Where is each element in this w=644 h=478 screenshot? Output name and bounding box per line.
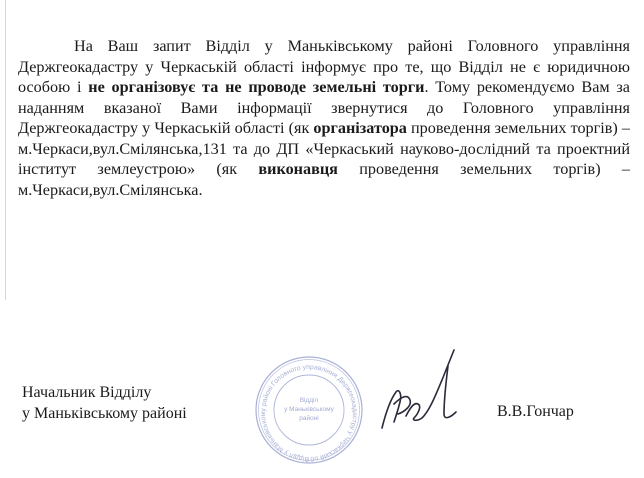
stamp-center-line2: у Маньківському [284,406,334,413]
letter-text: На Ваш запит Відділ у Маньківському районі Головного управління Держгеокадастру у Черкаській області інформує про те, що Відділ не є юридичною особою і [18,37,630,96]
signer-position-line2: у Маньківському районі [22,405,187,422]
stamp-center-line1: Відділ [299,397,319,404]
margin-line [5,0,6,300]
stamp-ring-text: Відділ у Маньківському районі Головного управління Держгеокадастру у Черкаській об [259,363,359,463]
letter-emphasis: не організовує та не проводе земельні торги [88,78,425,96]
signer-name: В.В.Гончар [497,403,574,420]
letter-paragraph [18,36,630,200]
letter-text: . Тому рекомендуємо Вам за наданням вказаної Вами інформації звернутися до Головного управління Держгеокадастру у Черкаській області (як [18,78,630,137]
handwritten-signature [374,342,474,442]
letter-text: проведення земельних торгів) – м.Черкаси,вул.Смілянська,131 та до ДП «Черкаський науково-дослідний та проектний інститут землеустрою» (як [18,119,631,178]
letter-text: проведення земельних торгів) – м.Черкаси,вул.Смілянська. [18,160,631,199]
signer-position-line1: Начальник Відділу [22,384,152,401]
official-stamp [243,354,375,466]
letter-body [18,36,630,200]
signature-block [22,382,187,424]
stamp-center-line3: районі [299,415,319,422]
letter-emphasis: організатора [313,119,407,137]
letter-emphasis: виконавця [258,160,338,178]
